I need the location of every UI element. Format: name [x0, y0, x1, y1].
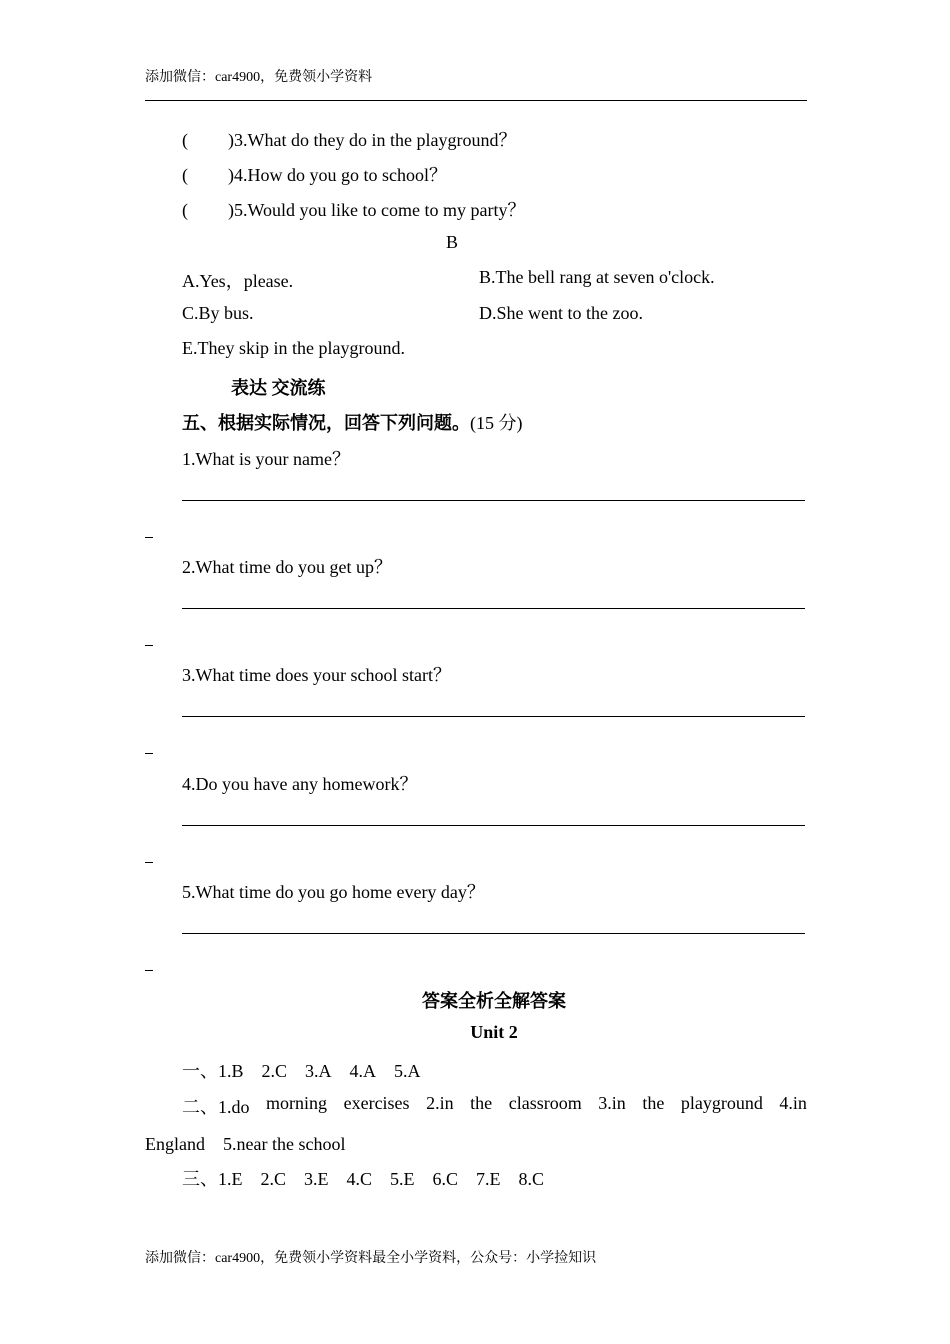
answer-item: 3.E — [304, 1169, 329, 1189]
answer-question-5: 5.What time do you go home every day？ — [182, 882, 485, 902]
answer-question-4: 4.Do you have any homework？ — [182, 774, 418, 794]
section-heading-cn: 五、根据实际情况，回答下列问题。 — [182, 413, 470, 433]
answers-part-1 — [182, 1057, 439, 1083]
answer-line-4-overflow — [145, 862, 153, 863]
answer-question-1: 1.What is your name？ — [182, 449, 350, 469]
answer-word: 4.in — [779, 1093, 807, 1113]
question-text: )3.What do they do in the playground？ — [228, 130, 517, 150]
answer-paren: ( — [182, 165, 188, 185]
answer-item: 3.A — [305, 1061, 332, 1081]
option-a: A.Yes，please. — [182, 271, 294, 291]
section-heading-score: (15 分) — [470, 413, 523, 433]
answer-line-1[interactable] — [182, 500, 805, 501]
answer-item: 6.C — [432, 1169, 459, 1189]
answer-item: 4.A — [349, 1061, 377, 1081]
section-heading — [182, 409, 523, 435]
answer-item: 5.E — [390, 1169, 415, 1189]
section-subtitle: 表达 交流练 — [231, 378, 326, 398]
answer-word: the — [642, 1093, 665, 1113]
question-5 — [182, 196, 526, 222]
answer-item: 三、1.E — [182, 1169, 243, 1189]
question-4 — [182, 161, 447, 187]
answer-word: morning — [266, 1093, 328, 1113]
answer-item: 一、1.B — [182, 1061, 244, 1081]
answers-part-2-line-1 — [182, 1093, 807, 1119]
column-b-title: B — [446, 232, 459, 252]
answer-word: the — [470, 1093, 493, 1113]
answers-part-3 — [182, 1165, 562, 1191]
page-footer: 添加微信：car4900，免费领小学资料最全小学资料，公众号：小学捡知识 — [145, 1251, 597, 1266]
answer-line-3[interactable] — [182, 716, 805, 717]
answer-paren: ( — [182, 130, 188, 150]
header-rule — [145, 100, 807, 101]
answer-word: playground — [680, 1093, 763, 1113]
answer-item: 5.A — [394, 1061, 421, 1081]
answer-line-3-overflow — [145, 753, 153, 754]
answer-word: 二、1.do — [182, 1097, 250, 1117]
answer-paren: ( — [182, 200, 188, 220]
answer-line-2[interactable] — [182, 608, 805, 609]
answer-line-5-overflow — [145, 970, 153, 971]
answer-line-2-overflow — [145, 645, 153, 646]
answer-item: 2.C — [260, 1169, 287, 1189]
answer-item: 7.E — [476, 1169, 501, 1189]
answer-line-5[interactable] — [182, 933, 805, 934]
answer-question-3: 3.What time does your school start？ — [182, 665, 451, 685]
option-e: E.They skip in the playground. — [182, 338, 405, 358]
answers-part-2-line-2: England 5.near the school — [145, 1134, 346, 1154]
answer-word: 3.in — [598, 1093, 626, 1113]
answer-word: classroom — [508, 1093, 582, 1113]
answer-item: 8.C — [518, 1169, 545, 1189]
answer-word: exercises — [343, 1093, 410, 1113]
answers-title: 答案全析全解答案 — [422, 991, 566, 1011]
page-header: 添加微信：car4900，免费领小学资料 — [145, 70, 373, 85]
question-text: )4.How do you go to school？ — [228, 165, 447, 185]
question-3 — [182, 126, 516, 152]
option-b: B.The bell rang at seven o'clock. — [479, 267, 715, 287]
answer-word: 2.in — [426, 1093, 454, 1113]
answer-line-1-overflow — [145, 537, 153, 538]
answer-item: 2.C — [261, 1061, 288, 1081]
option-d: D.She went to the zoo. — [479, 303, 643, 323]
answers-unit: Unit 2 — [470, 1022, 518, 1042]
answer-question-2: 2.What time do you get up？ — [182, 557, 392, 577]
question-text: )5.Would you like to come to my party？ — [228, 200, 526, 220]
option-c: C.By bus. — [182, 303, 254, 323]
answer-line-4[interactable] — [182, 825, 805, 826]
answer-item: 4.C — [346, 1169, 373, 1189]
